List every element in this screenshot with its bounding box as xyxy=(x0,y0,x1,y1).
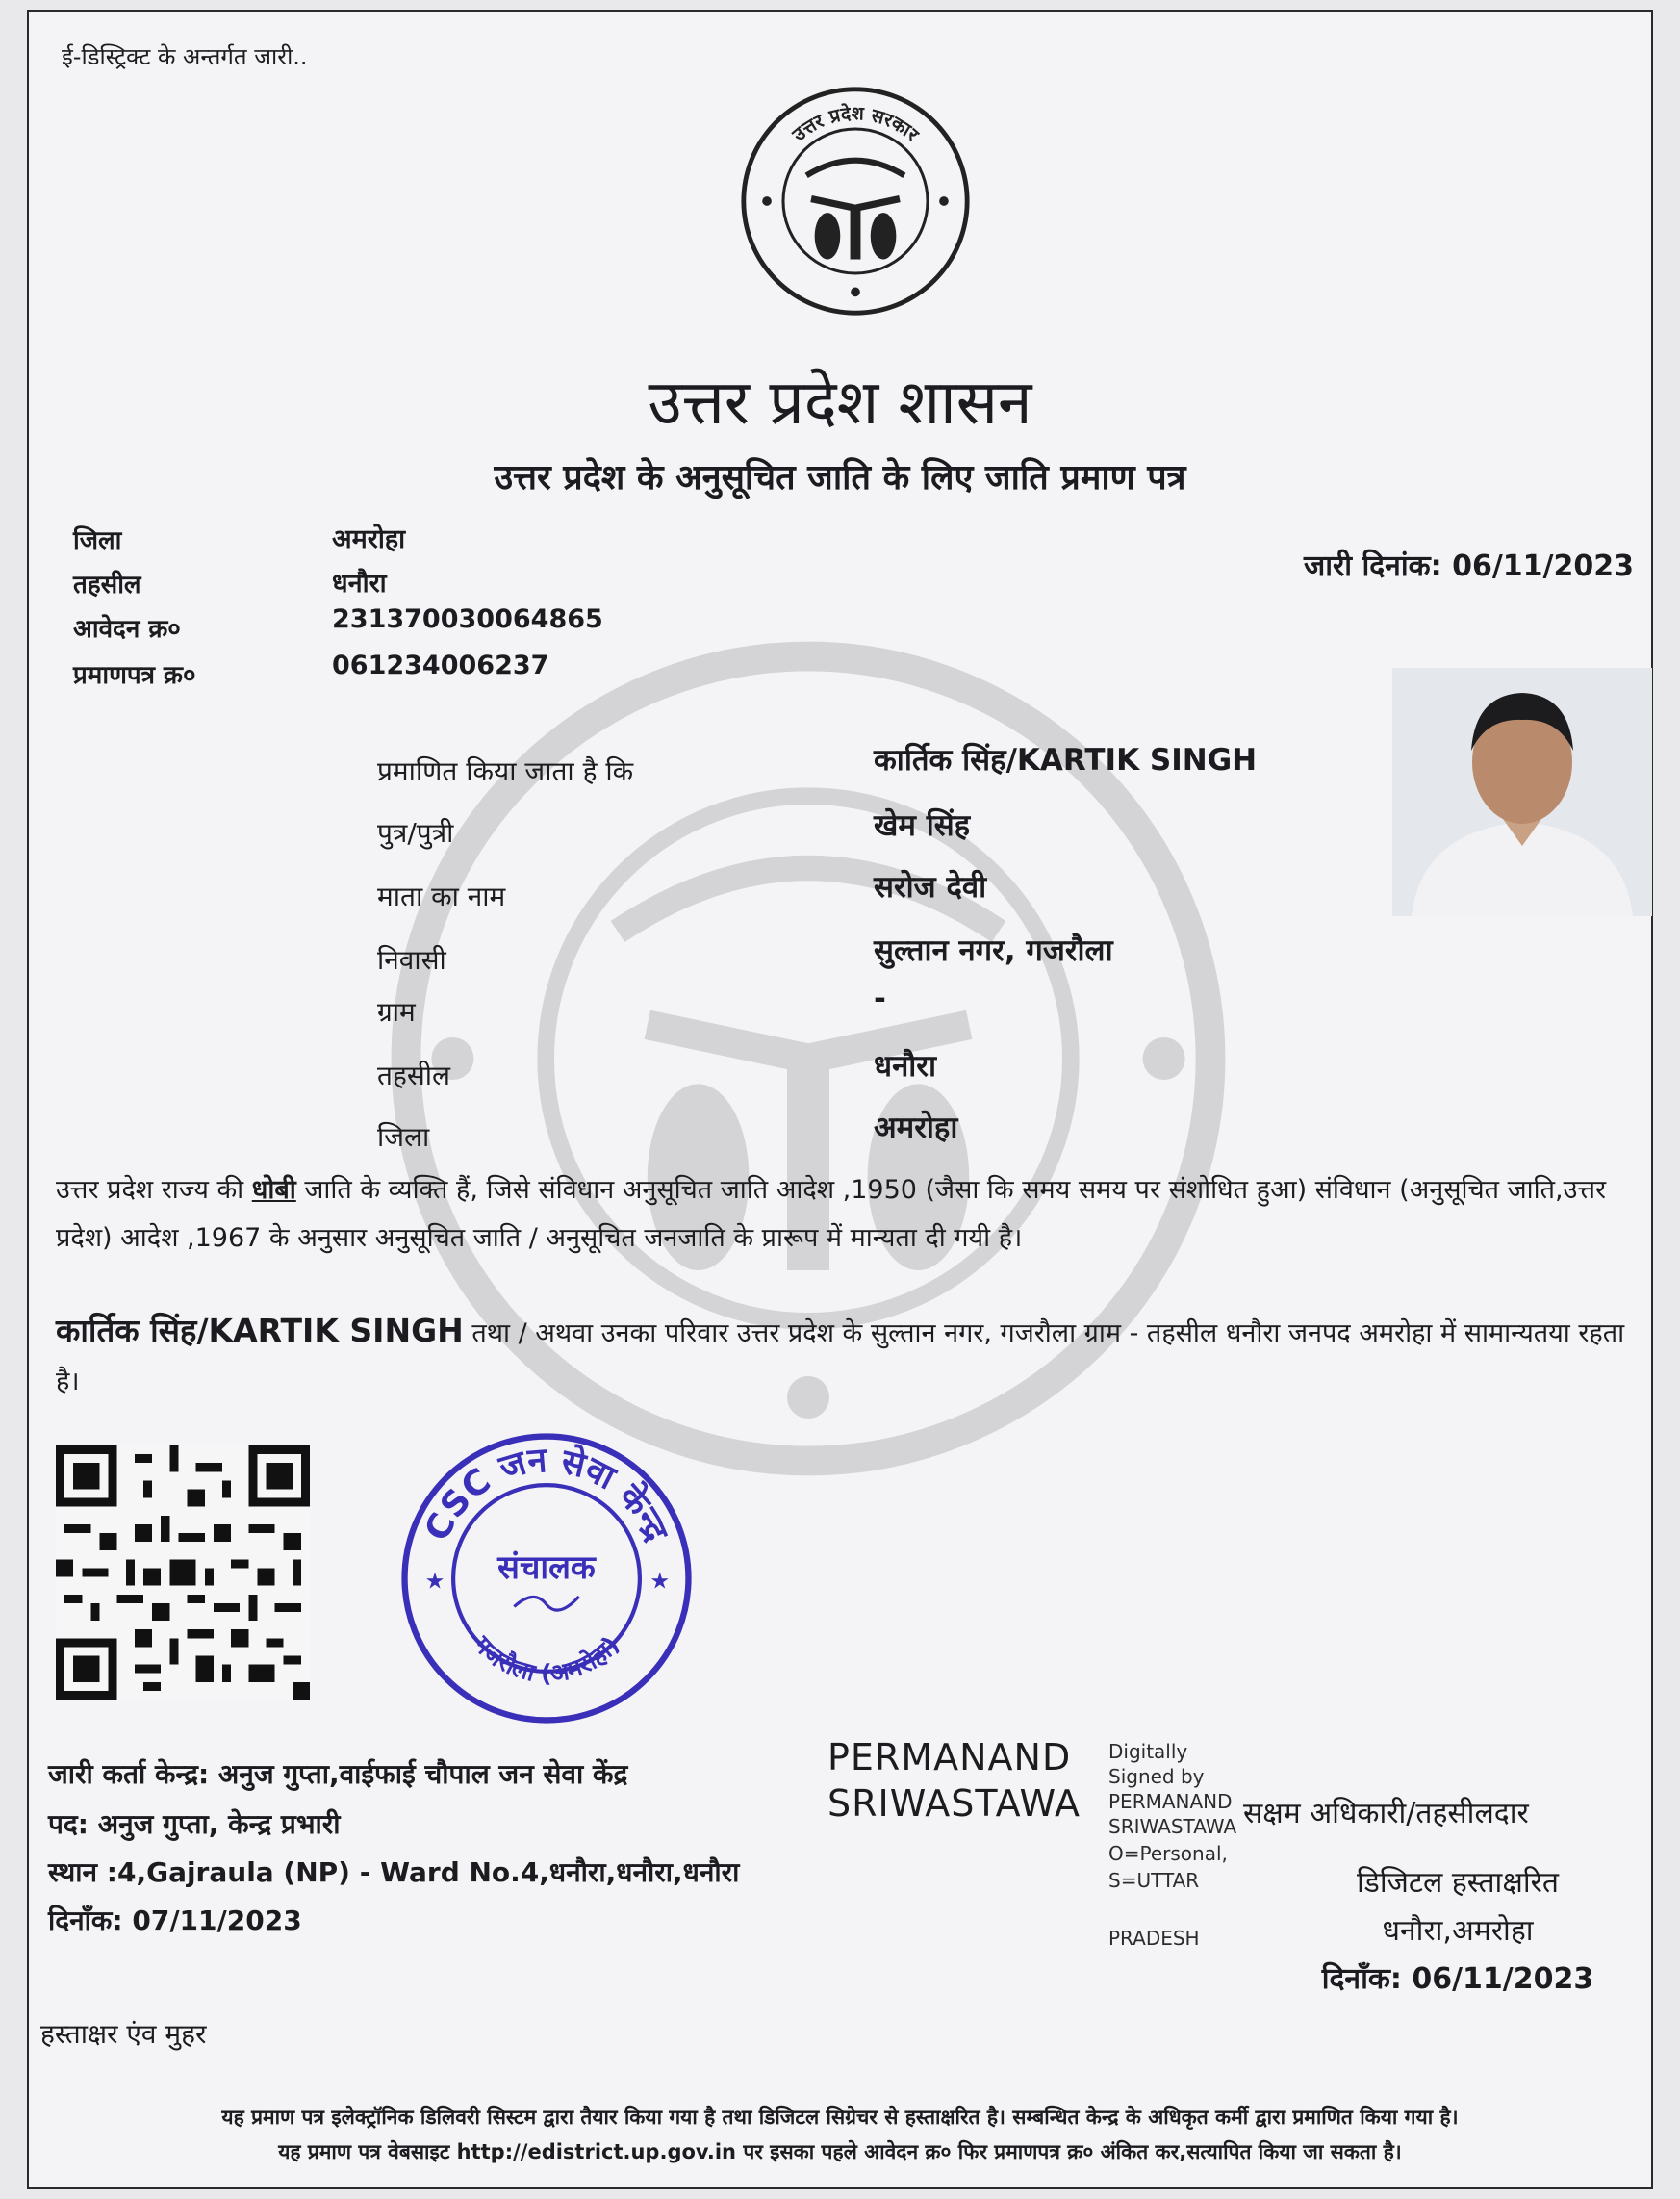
svg-text:★: ★ xyxy=(649,1568,671,1595)
field-value-tehsil: धनौरा xyxy=(874,1049,937,1084)
caste-statement-rest: जाति के व्यक्ति हैं, जिसे संविधान अनुसूचित जाति आदेश ,1950 (जैसा कि समय समय पर संशोधित हुआ) संविधान (अनुसूचित जाति,उत्तर प्रदेश) आदेश ,1967 के अनुसार अनुसूचित जाति / अनुसूचित जनजाति के प्रारूप में मान्यता दी गयी है। xyxy=(56,1175,1607,1253)
svg-text:संचालक: संचालक xyxy=(497,1548,596,1586)
application-number: 231370030064865 xyxy=(332,604,603,634)
svg-text:गजरौला (अमरोहा): गजरौला (अमरोहा) xyxy=(468,1630,625,1688)
officer-place: धनौरा,अमरोहा xyxy=(1382,1914,1534,1948)
district-label: जिला xyxy=(73,526,122,555)
officer-date: दिनाँक: 06/11/2023 xyxy=(1321,1962,1594,1996)
applicant-photo xyxy=(1392,668,1652,916)
csc-seal-stamp xyxy=(395,1426,699,1730)
residence-statement xyxy=(56,1307,1634,1406)
residence-person-name: कार्तिक सिंह/KARTIK SINGH xyxy=(56,1312,464,1349)
field-label-district: जिला xyxy=(377,1121,430,1153)
footnote-electronic-delivery: यह प्रमाण पत्र इलेक्ट्रॉनिक डिलिवरी सिस्टम द्वारा तैयार किया गया है तथा डिजिटल सिग्रेचर से हस्ताक्षरित है। सम्बन्धित केन्द्र के अधिकृत कर्मी द्वारा प्रमाणित किया गया है। xyxy=(221,2106,1459,2129)
issued-under-note: ई-डिस्ट्रिक्ट के अन्तर्गत जारी.. xyxy=(62,43,308,70)
residence-statement-rest: तथा / अथवा उनका परिवार उत्तर प्रदेश के सुल्तान नगर, गजरौला ग्राम - तहसील धनौरा जनपद अमरोहा में सामान्यतया रहता है। xyxy=(56,1318,1625,1396)
tehsil-value: धनौरा xyxy=(332,569,387,599)
field-value-mother: सरोज देवी xyxy=(874,870,987,905)
caste-name: धोबी xyxy=(251,1175,296,1205)
application-label: आवेदन क्र० xyxy=(73,615,181,644)
tehsil-label: तहसील xyxy=(73,571,141,600)
sig-detail-2: PERMANAND xyxy=(1108,1790,1233,1813)
officer-digitally-signed: डिजिटल हस्ताक्षरित xyxy=(1357,1866,1559,1900)
field-value-district: अमरोहा xyxy=(874,1111,958,1145)
field-value-father: खेम सिंह xyxy=(874,808,971,843)
footnote-verification-website: यह प्रमाण पत्र वेबसाइट http://edistrict.up.gov.in पर इसका पहले आवेदन क्र० फिर प्रमाणपत्र क्र० अंकित कर,सत्यापित किया जा सकता है। xyxy=(278,2140,1402,2163)
sig-detail-3: SRIWASTAWA xyxy=(1108,1815,1237,1838)
issuer-date: दिनाँक: 07/11/2023 xyxy=(48,1905,302,1936)
field-value-village: - xyxy=(874,982,886,1016)
sig-detail-6: PRADESH xyxy=(1108,1927,1200,1950)
certificate-subtitle: उत्तर प्रदेश के अनुसूचित जाति के लिए जाति प्रमाण पत्र xyxy=(494,458,1186,498)
svg-text:CSC जन सेवा केन्द्र: CSC जन सेवा केन्द्र xyxy=(417,1441,676,1547)
sig-detail-4: O=Personal, xyxy=(1108,1842,1228,1865)
certificate-number: 061234006237 xyxy=(332,651,549,680)
signature-and-seal-label: हस्ताक्षर एंव मुहर xyxy=(40,2018,207,2050)
sig-detail-5: S=UTTAR xyxy=(1108,1869,1200,1892)
issuer-place: स्थान :4,Gajraula (NP) - Ward No.4,धनौरा,धनौरा,धनौरा xyxy=(48,1856,740,1888)
verification-qr-code xyxy=(54,1445,312,1700)
field-label-village: ग्राम xyxy=(377,996,416,1028)
signer-name-line2: SRIWASTAWA xyxy=(827,1782,1082,1825)
sig-detail-0: Digitally xyxy=(1108,1740,1188,1763)
issuer-post: पद: अनुज गुप्ता, केन्द्र प्रभारी xyxy=(48,1808,341,1840)
district-value: अमरोहा xyxy=(332,524,406,554)
certificate-number-label: प्रमाणपत्र क्र० xyxy=(73,661,196,690)
field-label-tehsil: तहसील xyxy=(377,1060,450,1091)
field-label-mother: माता का नाम xyxy=(377,881,506,912)
field-value-resident: सुल्तान नगर, गजरौला xyxy=(874,933,1113,968)
officer-title: सक्षम अधिकारी/तहसीलदार xyxy=(1243,1797,1529,1830)
issue-date: जारी दिनांक: 06/11/2023 xyxy=(1303,550,1634,583)
caste-statement-start: उत्तर प्रदेश राज्य की xyxy=(56,1175,252,1205)
field-label-resident: निवासी xyxy=(377,944,446,976)
caste-statement xyxy=(56,1166,1634,1263)
government-title: उत्तर प्रदेश शासन xyxy=(648,368,1032,439)
signer-name-line1: PERMANAND xyxy=(827,1736,1072,1778)
field-label-certified: प्रमाणित किया जाता है कि xyxy=(377,755,634,787)
svg-text:उत्तर प्रदेश सरकार: उत्तर प्रदेश सरकार xyxy=(787,102,924,146)
field-label-child-of: पुत्र/पुत्री xyxy=(377,817,454,849)
up-government-emblem xyxy=(739,85,972,318)
issuing-centre: जारी कर्ता केन्द्र: अनुज गुप्ता,वाईफाई चौपाल जन सेवा केंद्र xyxy=(48,1758,628,1790)
sig-detail-1: Signed by xyxy=(1108,1765,1205,1788)
field-value-name: कार्तिक सिंह/KARTIK SINGH xyxy=(874,743,1258,778)
svg-text:★: ★ xyxy=(424,1568,445,1595)
